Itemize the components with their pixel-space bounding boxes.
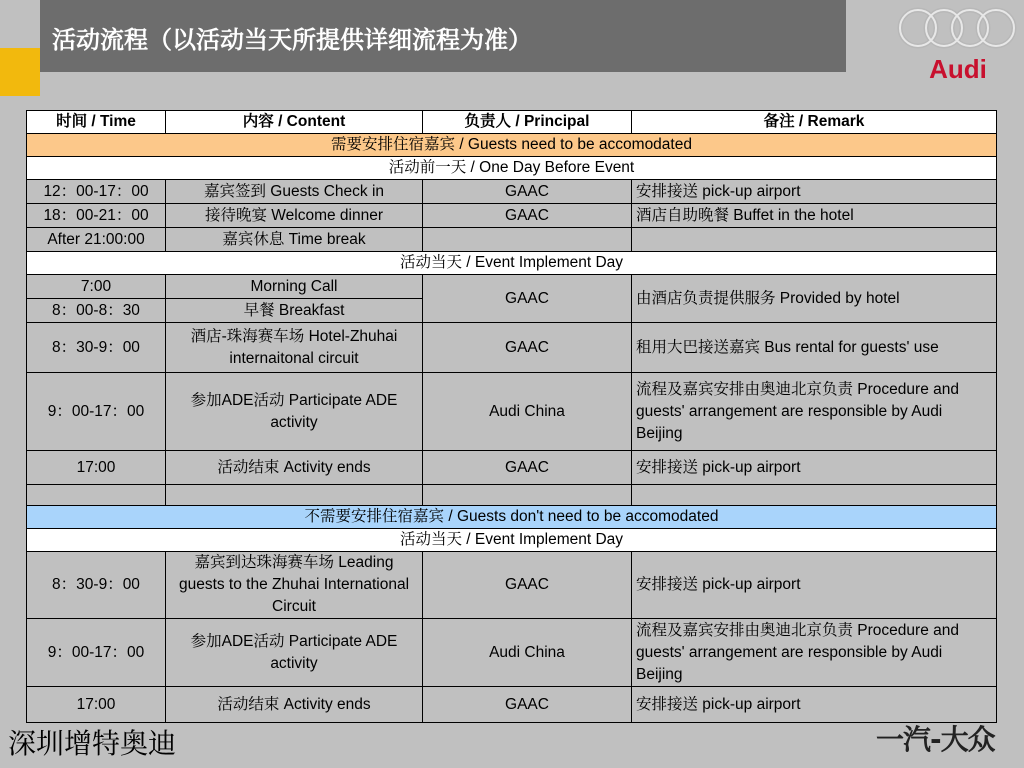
cell-time: 8：30-9：00 — [27, 552, 166, 619]
cell-content: 接待晚宴 Welcome dinner — [166, 204, 423, 228]
table-row — [27, 323, 997, 373]
table-row — [27, 619, 997, 687]
audi-wordmark: Audi — [929, 54, 987, 84]
cell-time: 9：00-17：00 — [27, 619, 166, 687]
cell-remark: 由酒店负责提供服务 Provided by hotel — [632, 275, 997, 323]
empty-cell — [166, 485, 423, 506]
cell-time: 17:00 — [27, 687, 166, 723]
cell-principal: GAAC — [423, 451, 632, 485]
table-row — [27, 275, 997, 299]
table-header-row — [27, 111, 997, 134]
cell-time: 8：00-8：30 — [27, 299, 166, 323]
cell-content: 参加ADE活动 Participate ADE activity — [166, 619, 423, 687]
column-header-remark: 备注 / Remark — [632, 111, 997, 134]
cell-principal: GAAC — [423, 687, 632, 723]
cell-time: 18：00-21：00 — [27, 204, 166, 228]
cell-remark: 安排接送 pick-up airport — [632, 180, 997, 204]
table-row — [27, 204, 997, 228]
cell-remark: 酒店自助晚餐 Buffet in the hotel — [632, 204, 997, 228]
table-row — [27, 451, 997, 485]
cell-principal — [423, 228, 632, 252]
cell-remark: 流程及嘉宾安排由奥迪北京负责 Procedure and guests' arrangement are responsible by Audi Beijing — [632, 373, 997, 451]
cell-content: 嘉宾休息 Time break — [166, 228, 423, 252]
audi-rings-icon — [896, 4, 1020, 52]
table-row — [27, 552, 997, 619]
column-header-time: 时间 / Time — [27, 111, 166, 134]
cell-content: 活动结束 Activity ends — [166, 687, 423, 723]
spacer-row — [27, 485, 997, 506]
cell-remark — [632, 228, 997, 252]
audi-logo — [896, 4, 1020, 84]
section-row — [27, 134, 997, 157]
cell-time: 8：30-9：00 — [27, 323, 166, 373]
section-title-not-accommodated: 不需要安排住宿嘉宾 / Guests don't need to be accomodated — [27, 506, 997, 529]
table-row — [27, 373, 997, 451]
cell-remark: 租用大巴接送嘉宾 Bus rental for guests' use — [632, 323, 997, 373]
cell-content: 参加ADE活动 Participate ADE activity — [166, 373, 423, 451]
column-header-content: 内容 / Content — [166, 111, 423, 134]
empty-cell — [632, 485, 997, 506]
cell-principal: GAAC — [423, 180, 632, 204]
cell-time: 12：00-17：00 — [27, 180, 166, 204]
cell-time: 7:00 — [27, 275, 166, 299]
subsection-title-event-day-2: 活动当天 / Event Implement Day — [27, 529, 997, 552]
accent-square — [0, 48, 40, 96]
page-title: 活动流程（以活动当天所提供详细流程为准） — [40, 0, 846, 72]
empty-cell — [27, 485, 166, 506]
subsection-title-day-before: 活动前一天 / One Day Before Event — [27, 157, 997, 180]
cell-content: 酒店-珠海赛车场 Hotel-Zhuhai internaitonal circuit — [166, 323, 423, 373]
section-title-accommodated: 需要安排住宿嘉宾 / Guests need to be accomodated — [27, 134, 997, 157]
schedule-table — [26, 110, 997, 723]
section-row — [27, 506, 997, 529]
cell-content: Morning Call — [166, 275, 423, 299]
empty-cell — [423, 485, 632, 506]
cell-time: 17:00 — [27, 451, 166, 485]
column-header-principal: 负责人 / Principal — [423, 111, 632, 134]
cell-remark: 安排接送 pick-up airport — [632, 451, 997, 485]
cell-principal: GAAC — [423, 552, 632, 619]
cell-content: 嘉宾到达珠海赛车场 Leading guests to the Zhuhai International Circuit — [166, 552, 423, 619]
cell-content: 嘉宾签到 Guests Check in — [166, 180, 423, 204]
cell-time: 9：00-17：00 — [27, 373, 166, 451]
cell-principal: GAAC — [423, 204, 632, 228]
subsection-row — [27, 529, 997, 552]
cell-time: After 21:00:00 — [27, 228, 166, 252]
cell-remark: 流程及嘉宾安排由奥迪北京负责 Procedure and guests' arrangement are responsible by Audi Beijing — [632, 619, 997, 687]
cell-principal: GAAC — [423, 323, 632, 373]
dealer-name: 深圳增特奥迪 — [8, 727, 177, 760]
cell-principal: Audi China — [423, 619, 632, 687]
subsection-title-event-day: 活动当天 / Event Implement Day — [27, 252, 997, 275]
table-row — [27, 180, 997, 204]
subsection-row — [27, 157, 997, 180]
subsection-row — [27, 252, 997, 275]
cell-content: 早餐 Breakfast — [166, 299, 423, 323]
faw-vw-logo-text: 一汽-大众 — [876, 723, 995, 756]
cell-principal: Audi China — [423, 373, 632, 451]
table-row — [27, 228, 997, 252]
cell-remark: 安排接送 pick-up airport — [632, 687, 997, 723]
cell-remark: 安排接送 pick-up airport — [632, 552, 997, 619]
cell-principal: GAAC — [423, 275, 632, 323]
cell-content: 活动结束 Activity ends — [166, 451, 423, 485]
table-row — [27, 687, 997, 723]
